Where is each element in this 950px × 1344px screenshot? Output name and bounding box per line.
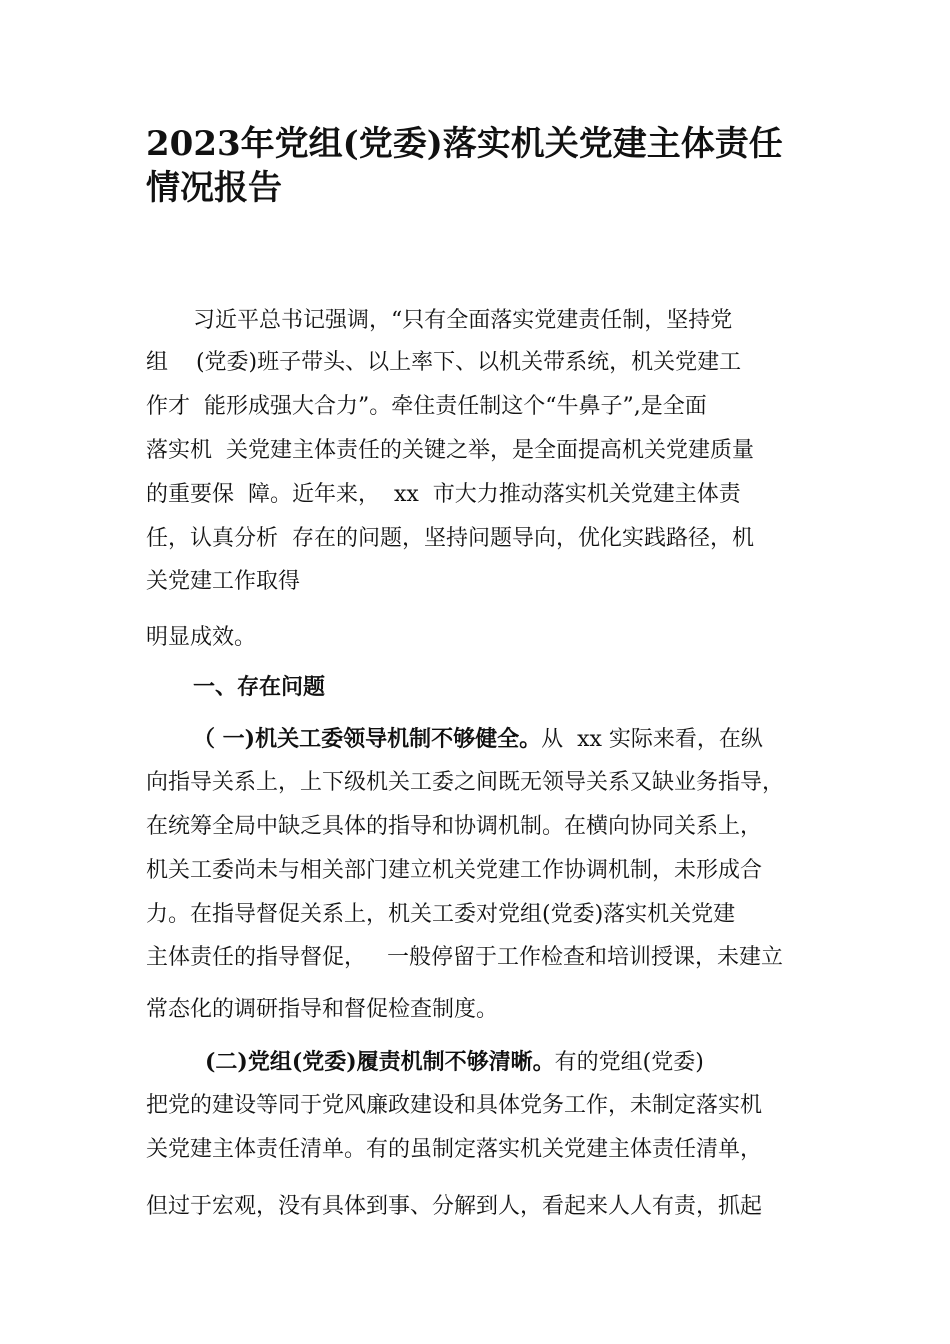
intro-line: 的重要保 障。近年来， xx 市大力推动落实机关党建主体责 xyxy=(146,482,741,507)
intro-line: 习近平总书记强调，“只有全面落实党建责任制，坚持党 xyxy=(193,308,733,333)
item2-heading: (二)党组(党委)履责机制不够清晰。 xyxy=(205,1049,555,1075)
intro-line: 明显成效。 xyxy=(146,625,257,650)
item2-line: 关党建主体责任清单。有的虽制定落实机关党建主体责任清单， xyxy=(146,1137,763,1162)
item1-first-line xyxy=(193,724,763,755)
intro-line: 任，认真分析 存在的问题，坚持问题导向，优化实践路径，机 xyxy=(146,526,754,551)
item2-line: 把党的建设等同于党风廉政建设和具体党务工作，未制定落实机 xyxy=(146,1093,763,1118)
item1-heading: （ 一)机关工委领导机制不够健全。 xyxy=(193,726,542,752)
intro-line: 关党建工作取得 xyxy=(146,569,301,594)
item1-line: 在统筹全局中缺乏具体的指导和协调机制。在横向协同关系上， xyxy=(146,814,763,839)
item1-line: 机关工委尚未与相关部门建立机关党建工作协调机制，未形成合 xyxy=(146,858,763,883)
item1-first-rest: 从 xx 实际来看，在纵 xyxy=(541,727,763,752)
item1-line: 常态化的调研指导和督促检查制度。 xyxy=(146,997,499,1022)
intro-line: 落实机 关党建主体责任的关键之举，是全面提高机关党建质量 xyxy=(146,438,754,463)
section-heading: 一、存在问题 xyxy=(193,674,326,700)
intro-line: 组 (党委)班子带头、以上率下、以机关带系统，机关党建工 xyxy=(146,350,742,375)
title-line-2: 情况报告 xyxy=(146,168,282,208)
item1-line: 主体责任的指导督促， 一般停留于工作检查和培训授课，未建立 xyxy=(146,945,783,970)
item1-line: 力。在指导督促关系上，机关工委对党组(党委)落实机关党建 xyxy=(146,902,736,927)
intro-line: 作才 能形成强大合力”。牵住责任制这个“牛鼻子”,是全面 xyxy=(146,394,707,419)
document-title xyxy=(146,122,826,210)
item2-line: 但过于宏观，没有具体到事、分解到人，看起来人人有责，抓起 xyxy=(146,1194,763,1219)
item2-first-line xyxy=(205,1047,704,1078)
title-line-1: 2023年党组(党委)落实机关党建主体责任 xyxy=(146,124,783,164)
item1-line: 向指导关系上，上下级机关工委之间既无领导关系又缺业务指导， xyxy=(146,770,785,795)
item2-first-rest: 有的党组(党委) xyxy=(554,1050,704,1075)
